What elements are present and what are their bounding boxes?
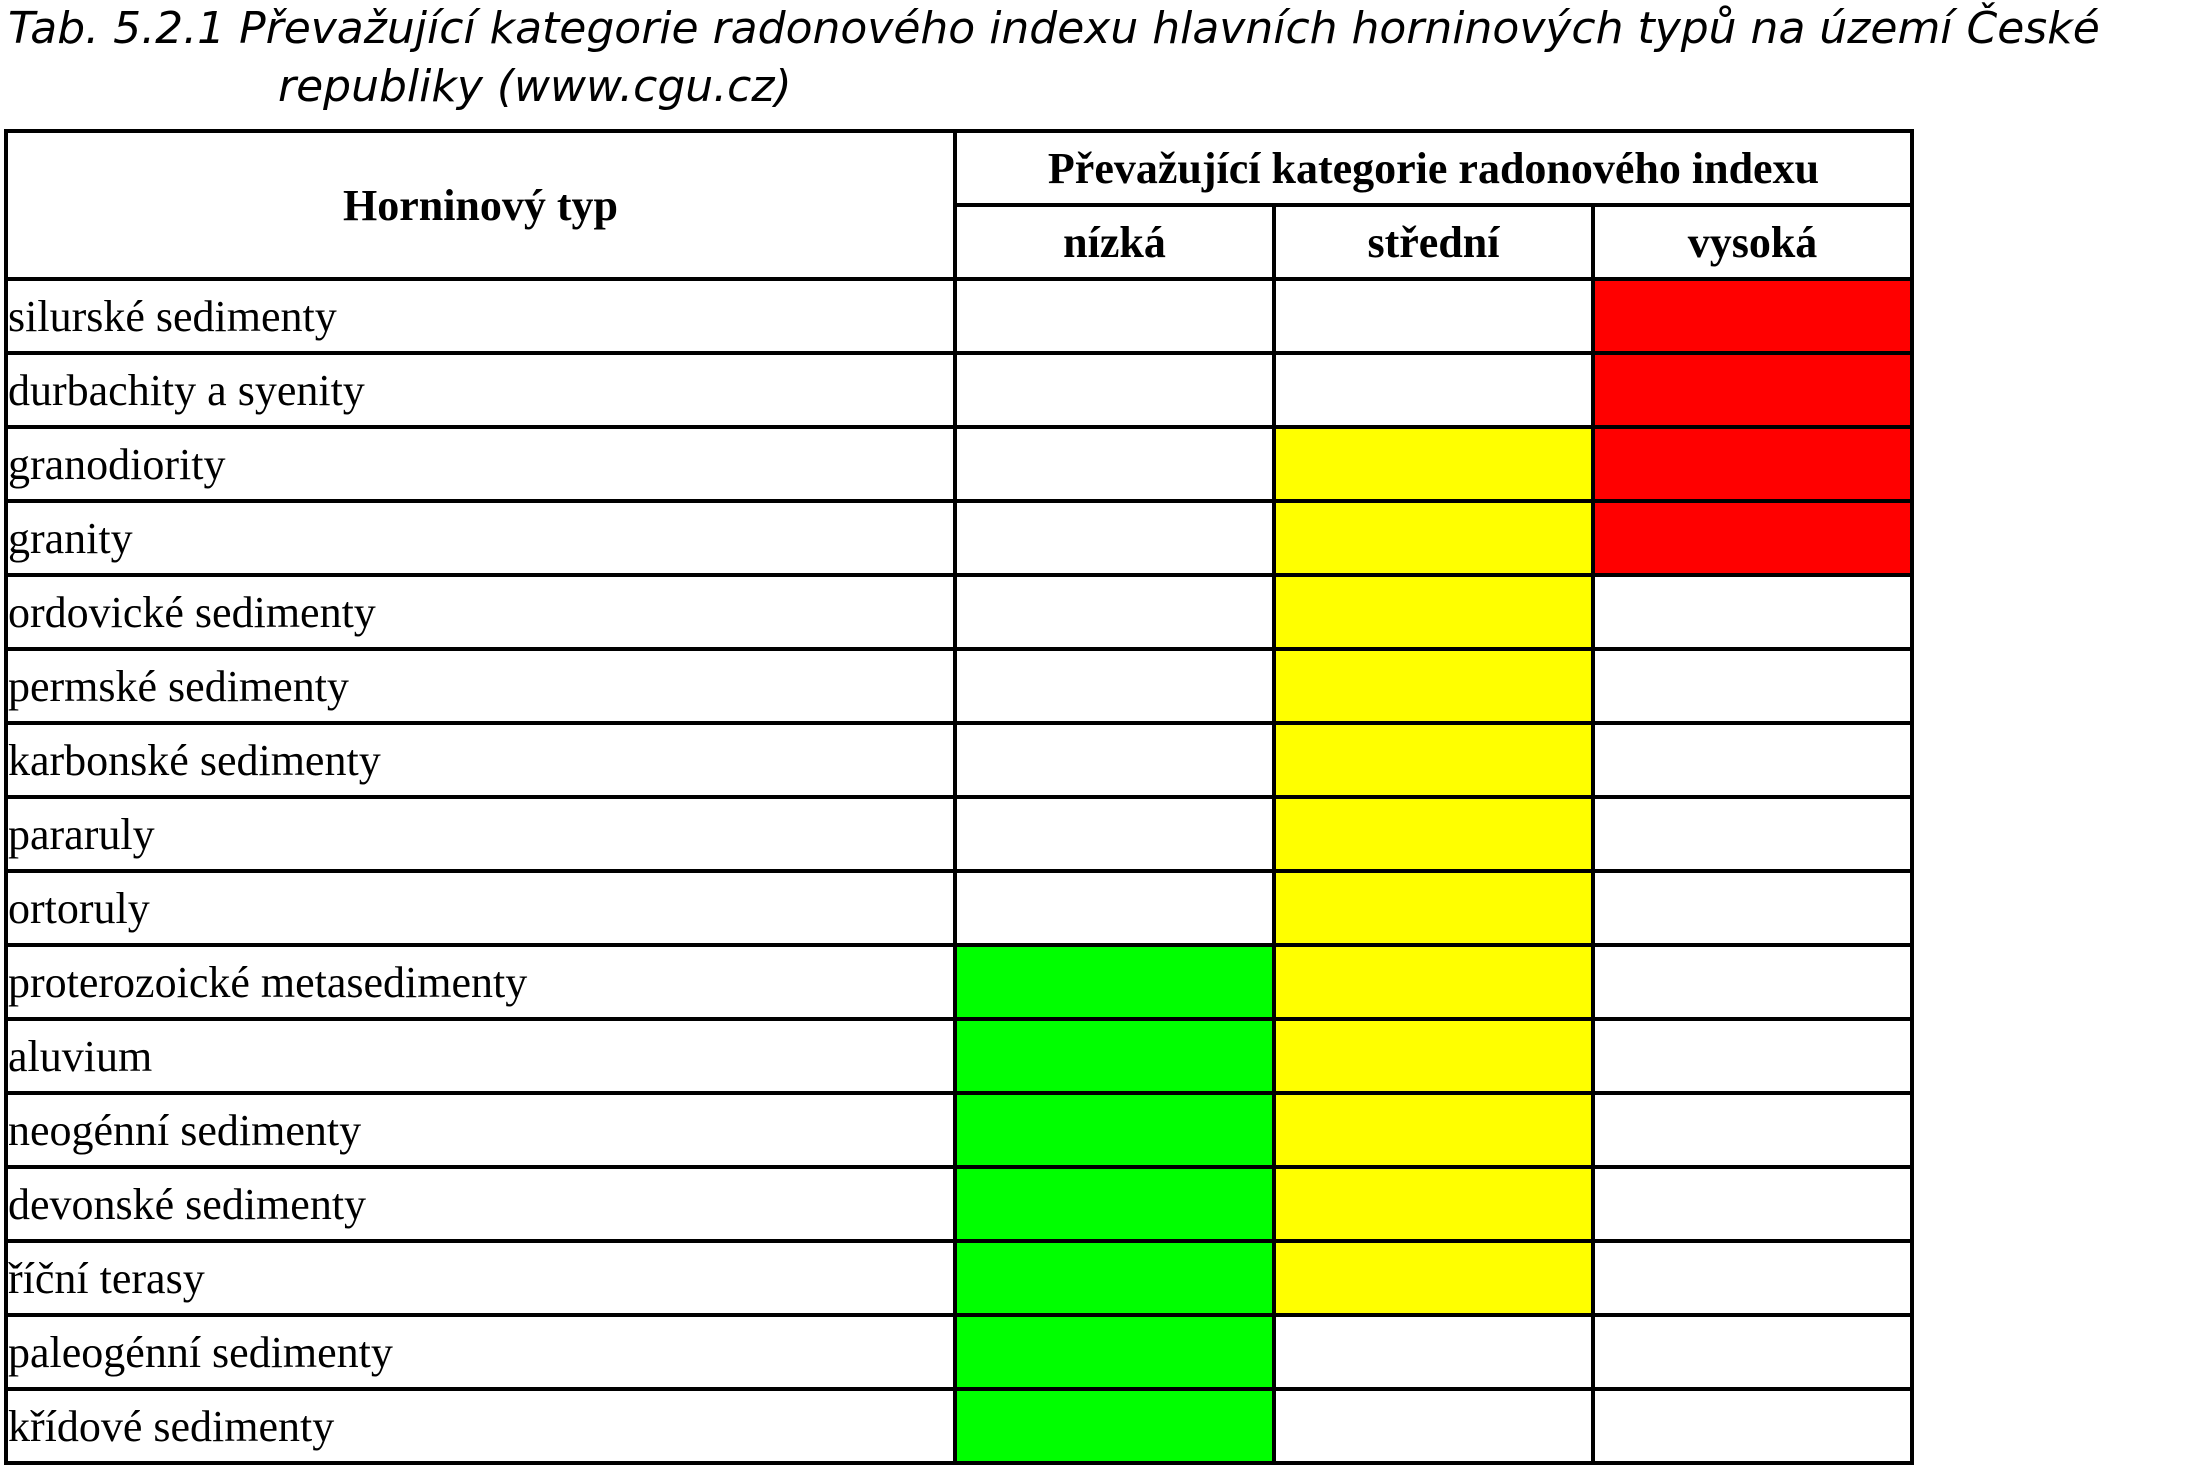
category-cell-low (955, 1241, 1274, 1315)
category-cell-medium (1274, 1315, 1593, 1389)
rock-type-name: říční terasy (6, 1241, 955, 1315)
category-cell-high (1593, 427, 1912, 501)
rock-type-name: granity (6, 501, 955, 575)
category-cell-low (955, 501, 1274, 575)
category-cell-low (955, 1093, 1274, 1167)
category-cell-high (1593, 797, 1912, 871)
category-cell-low (955, 1389, 1274, 1463)
category-cell-medium (1274, 945, 1593, 1019)
category-cell-high (1593, 723, 1912, 797)
table-row (6, 797, 1912, 871)
category-cell-medium (1274, 501, 1593, 575)
category-cell-low (955, 649, 1274, 723)
table-row (6, 279, 1912, 353)
category-cell-medium (1274, 427, 1593, 501)
table-row (6, 1389, 1912, 1463)
category-cell-medium (1274, 353, 1593, 427)
table-row (6, 353, 1912, 427)
header-category-medium: střední (1274, 205, 1593, 279)
category-cell-medium (1274, 871, 1593, 945)
rock-type-name: pararuly (6, 797, 955, 871)
category-cell-low (955, 723, 1274, 797)
table-row (6, 1019, 1912, 1093)
caption-line-2: republiky (www.cgu.cz) (278, 61, 792, 112)
table-row (6, 723, 1912, 797)
category-cell-low (955, 353, 1274, 427)
table-row (6, 871, 1912, 945)
table-row (6, 1315, 1912, 1389)
category-cell-medium (1274, 1167, 1593, 1241)
radon-index-table (4, 129, 1914, 1465)
rock-type-name: granodiority (6, 427, 955, 501)
category-cell-medium (1274, 1019, 1593, 1093)
category-cell-medium (1274, 649, 1593, 723)
table-body (6, 279, 1912, 1463)
table-row (6, 945, 1912, 1019)
category-cell-high (1593, 649, 1912, 723)
category-cell-high (1593, 501, 1912, 575)
rock-type-name: karbonské sedimenty (6, 723, 955, 797)
category-cell-low (955, 945, 1274, 1019)
category-cell-low (955, 1167, 1274, 1241)
rock-type-name: silurské sedimenty (6, 279, 955, 353)
rock-type-name: permské sedimenty (6, 649, 955, 723)
table-row (6, 575, 1912, 649)
category-cell-medium (1274, 723, 1593, 797)
category-cell-low (955, 1315, 1274, 1389)
table-row (6, 1093, 1912, 1167)
rock-type-name: neogénní sedimenty (6, 1093, 955, 1167)
rock-type-name: ordovické sedimenty (6, 575, 955, 649)
category-cell-low (955, 797, 1274, 871)
category-cell-medium (1274, 279, 1593, 353)
table-row (6, 1167, 1912, 1241)
category-cell-high (1593, 871, 1912, 945)
rock-type-name: durbachity a syenity (6, 353, 955, 427)
rock-type-name: křídové sedimenty (6, 1389, 955, 1463)
category-cell-high (1593, 575, 1912, 649)
category-cell-low (955, 575, 1274, 649)
table-caption (8, 0, 2208, 116)
header-category-group: Převažující kategorie radonového indexu (955, 131, 1912, 205)
table-row (6, 501, 1912, 575)
rock-type-name: devonské sedimenty (6, 1167, 955, 1241)
category-cell-medium (1274, 575, 1593, 649)
header-category-low: nízká (955, 205, 1274, 279)
category-cell-low (955, 871, 1274, 945)
table-row (6, 649, 1912, 723)
category-cell-high (1593, 1389, 1912, 1463)
category-cell-medium (1274, 797, 1593, 871)
header-category-high: vysoká (1593, 205, 1912, 279)
category-cell-medium (1274, 1241, 1593, 1315)
rock-type-name: paleogénní sedimenty (6, 1315, 955, 1389)
rock-type-name: proterozoické metasedimenty (6, 945, 955, 1019)
header-rock-type: Horninový typ (6, 131, 955, 279)
category-cell-low (955, 279, 1274, 353)
category-cell-high (1593, 1019, 1912, 1093)
category-cell-high (1593, 1315, 1912, 1389)
caption-line-1: Tab. 5.2.1 Převažující kategorie radonového indexu hlavních horninových typů na území České (8, 3, 2100, 54)
category-cell-medium (1274, 1093, 1593, 1167)
category-cell-high (1593, 279, 1912, 353)
category-cell-high (1593, 1167, 1912, 1241)
table-row (6, 427, 1912, 501)
category-cell-high (1593, 353, 1912, 427)
table-row (6, 1241, 1912, 1315)
category-cell-high (1593, 1093, 1912, 1167)
category-cell-low (955, 1019, 1274, 1093)
rock-type-name: aluvium (6, 1019, 955, 1093)
category-cell-high (1593, 1241, 1912, 1315)
category-cell-high (1593, 945, 1912, 1019)
category-cell-low (955, 427, 1274, 501)
category-cell-medium (1274, 1389, 1593, 1463)
rock-type-name: ortoruly (6, 871, 955, 945)
